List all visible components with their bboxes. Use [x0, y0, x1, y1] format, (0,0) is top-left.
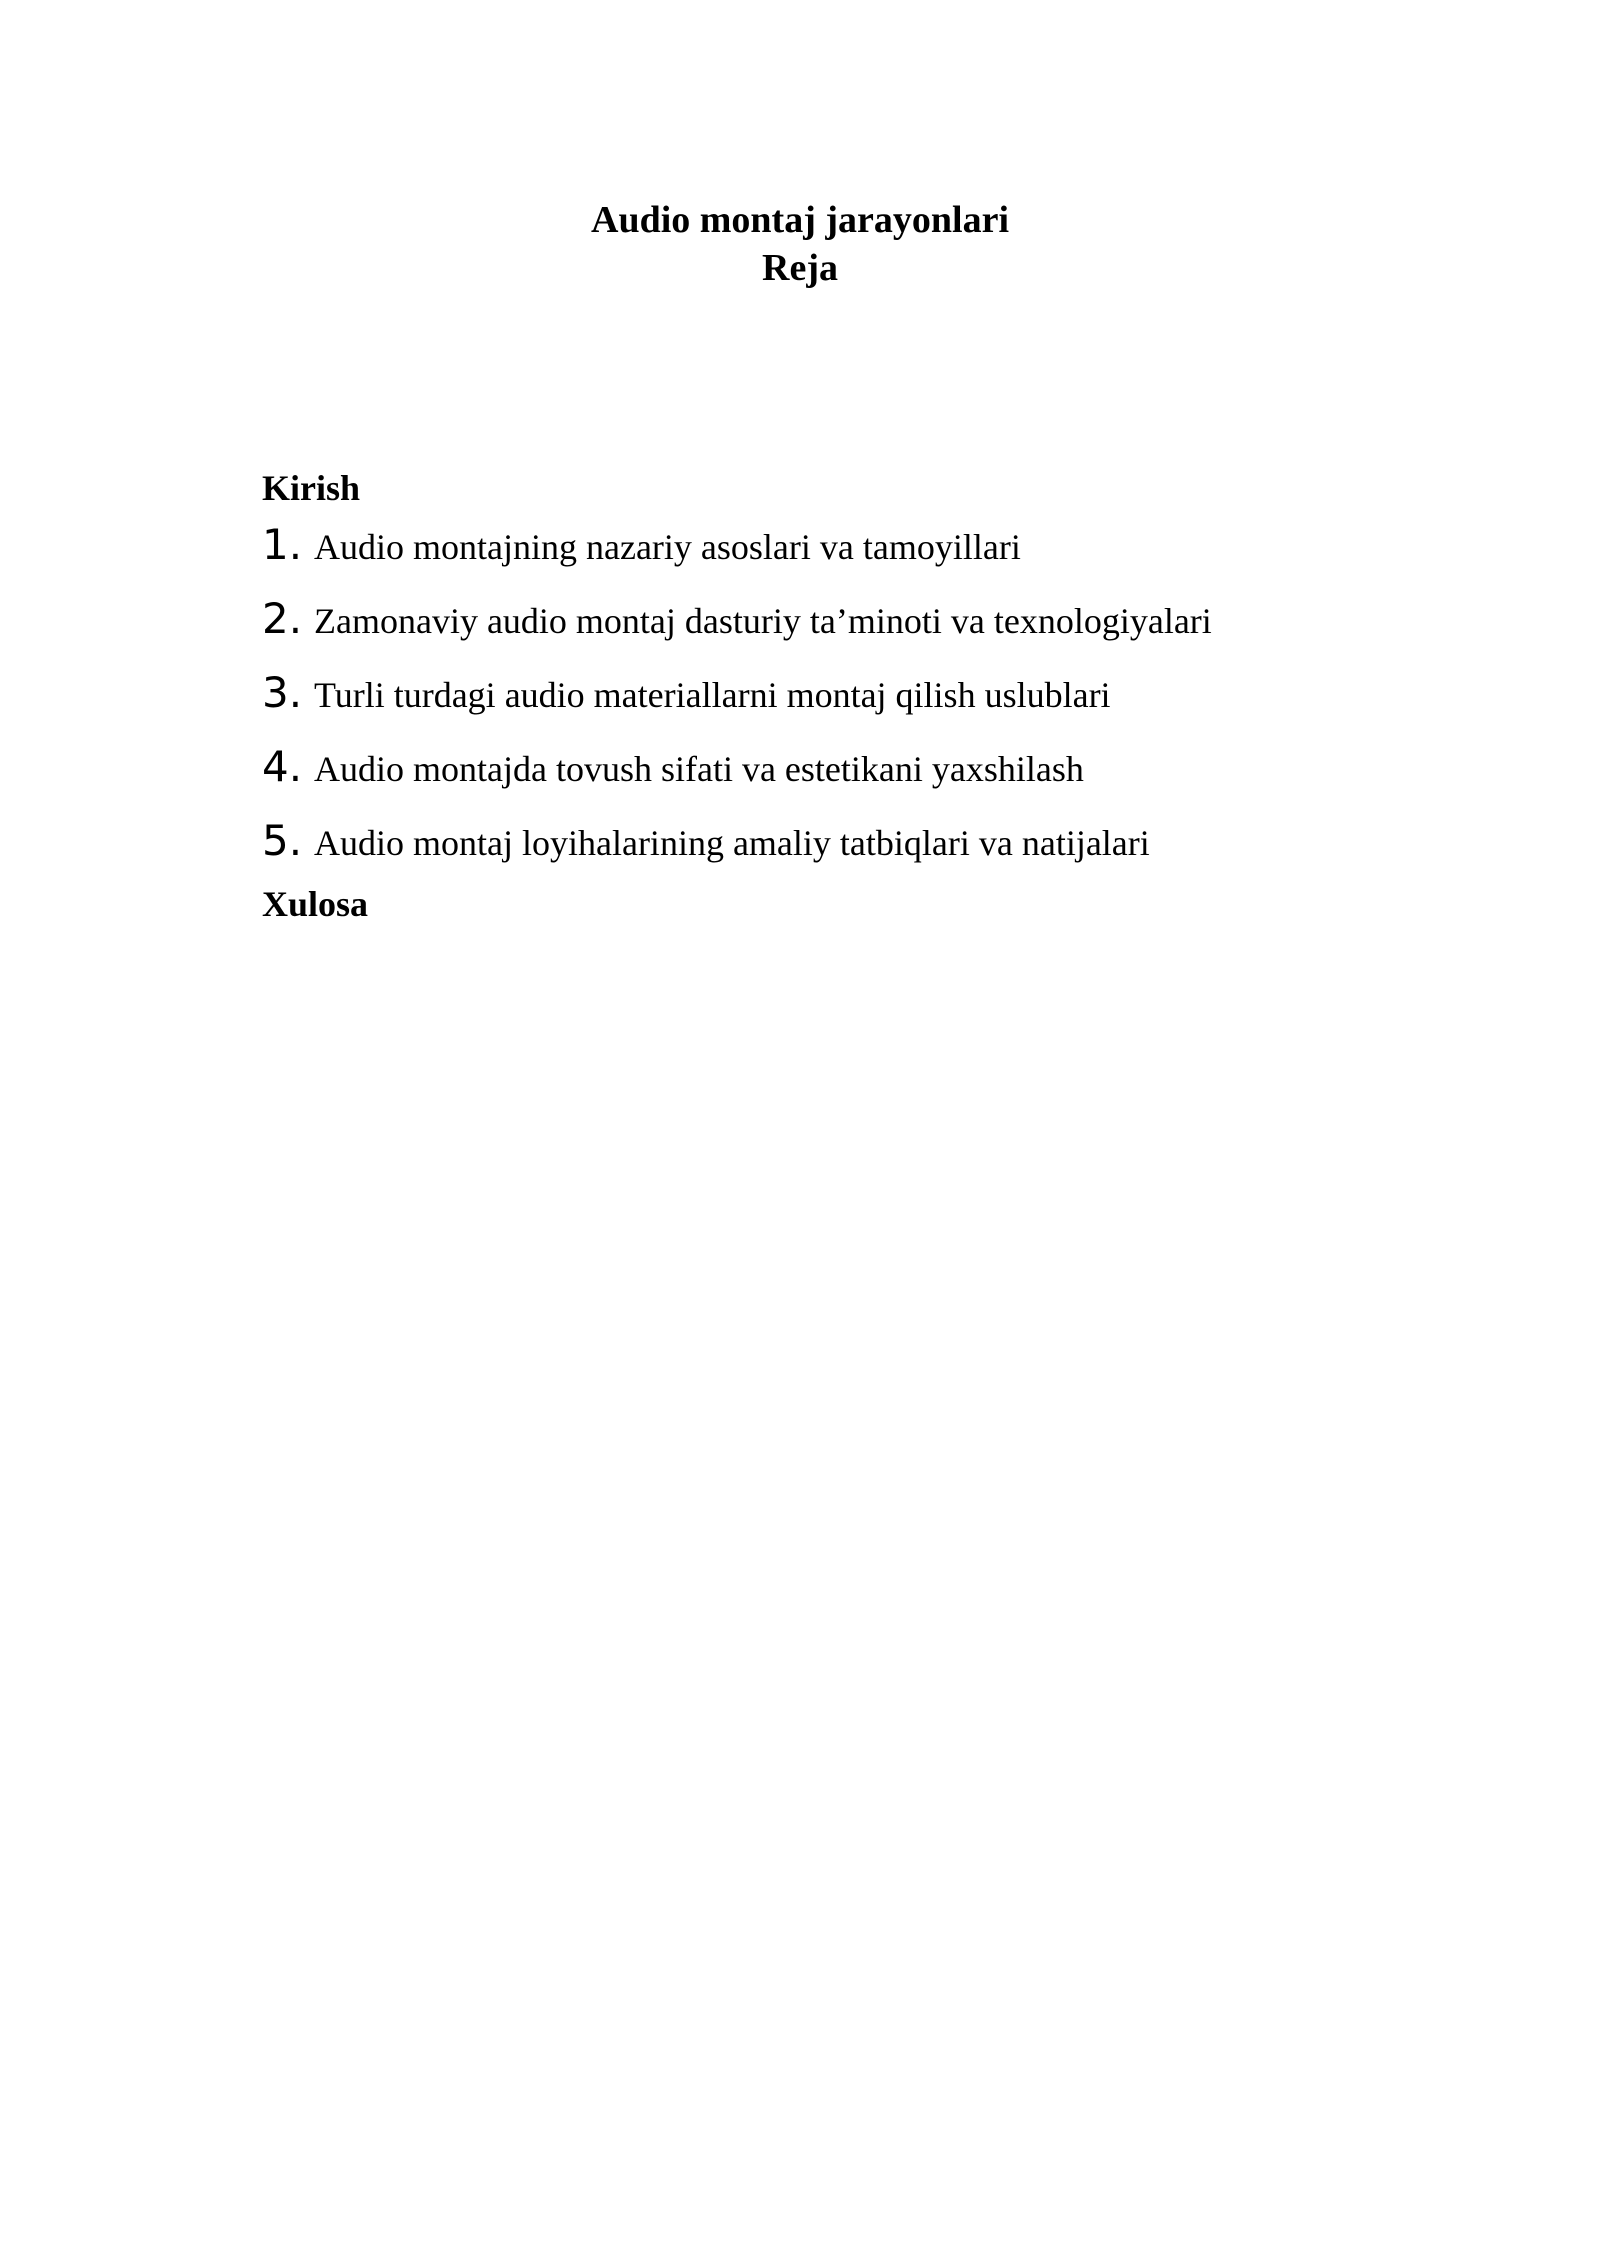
plan-item-number: 1. [262, 520, 303, 569]
plan-item-text: Audio montajning nazariy asoslari va tamoyillari [314, 527, 1021, 567]
intro-heading: Kirish [262, 468, 361, 508]
plan-item-number: 4. [262, 742, 303, 791]
conclusion-heading: Xulosa [262, 884, 369, 924]
title-block [0, 196, 1600, 292]
plan-item-number: 2. [262, 594, 303, 643]
plan-item [262, 520, 1462, 594]
document-title: Audio montaj jarayonlari [591, 199, 1009, 241]
plan-item [262, 594, 1462, 668]
plan-item [262, 668, 1462, 742]
plan-content [262, 464, 1462, 928]
plan-item [262, 816, 1462, 890]
plan-item-text: Zamonaviy audio montaj dasturiy ta’minoti va texnologiyalari [314, 601, 1212, 641]
plan-item-number: 5. [262, 816, 303, 865]
plan-item-text: Audio montajda tovush sifati va estetikani yaxshilash [314, 749, 1084, 789]
plan-item-text: Turli turdagi audio materiallarni montaj qilish uslublari [314, 675, 1111, 715]
plan-item-number: 3. [262, 668, 303, 717]
plan-list [262, 520, 1462, 890]
plan-item-text: Audio montaj loyihalarining amaliy tatbiqlari va natijalari [314, 823, 1150, 863]
plan-item [262, 742, 1462, 816]
document-subtitle: Reja [762, 247, 838, 289]
